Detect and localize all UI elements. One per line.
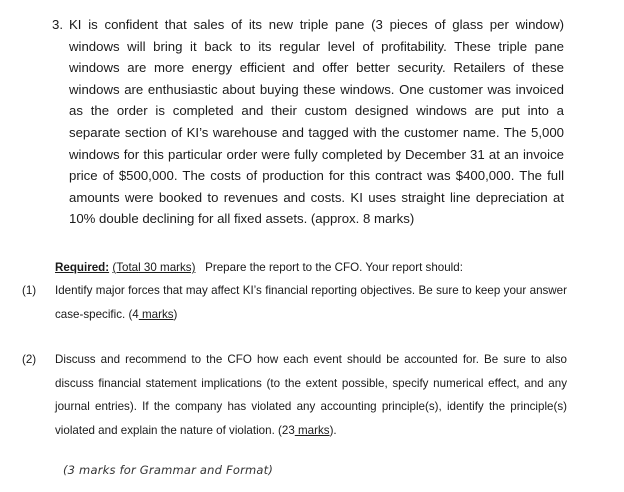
required-section <box>55 258 575 278</box>
question-3-text: KI is confident that sales of its new triple pane (3 pieces of glass per window) windows will bring it back to its regular level of profitability. These triple pane windows are more energy efficient and offer better security. Retailers of these windows are enthusiastic about buying these windows. One customer was invoiced as the order is completed and their custom designed windows are put into a separate section of KI’s warehouse and tagged with the customer name. The 5,000 windows for this particular order were fully completed by December 31 at an invoice price of $500,000. The costs of production for this contract was $400,000. The full amounts were booked to revenues and costs. KI uses straight line depreciation at 10% double declining for all fixed assets. (approx. 8 marks) <box>69 17 564 227</box>
required-heading: Required: <box>55 261 110 274</box>
grammar-format-note: (3 marks for Grammar and Format) <box>63 463 274 477</box>
required-item-1-marks: marks <box>138 307 174 321</box>
required-item-1-label: (1) <box>22 284 37 297</box>
required-item-2-label: (2) <box>22 353 37 366</box>
required-item-2-text: Discuss and recommend to the CFO how each event should be accounted for. Be sure to also discuss financial statement implications (to the extent possible, specify numerical effect, and any journal entries). If the company has violated any accounting principle(s), identify the principle(s) violated and explain the nature of violation. (23 marks). <box>55 353 567 437</box>
required-item-1 <box>22 279 567 326</box>
required-instruction: Prepare the report to the CFO. Your report should: <box>205 261 463 274</box>
required-total-marks: (Total 30 marks) <box>112 261 196 274</box>
required-item-1-text: Identify major forces that may affect KI’s financial reporting objectives. Be sure to keep your answer case-specific. (4 marks) <box>55 284 567 321</box>
required-item-2 <box>22 348 567 442</box>
question-3 <box>52 14 564 230</box>
question-3-number: 3. <box>52 17 63 32</box>
required-item-2-marks: marks <box>294 423 330 437</box>
required-lead <box>55 261 195 274</box>
